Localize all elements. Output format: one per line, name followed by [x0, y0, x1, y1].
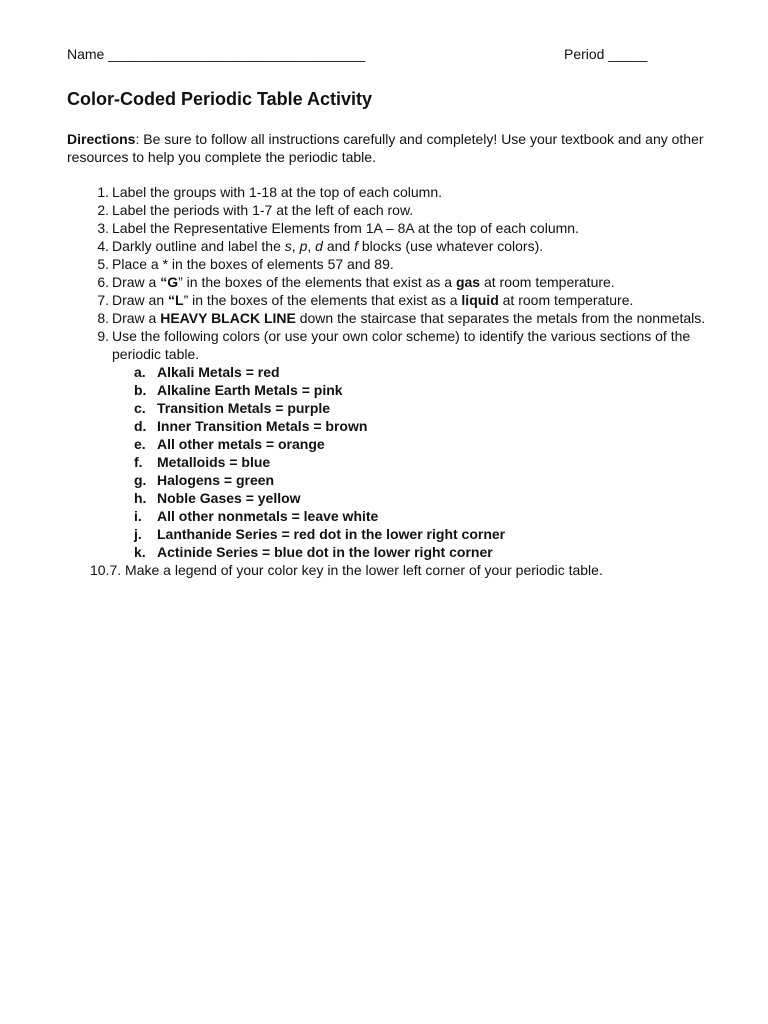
item-text: Inner Transition Metals = brown	[157, 418, 368, 434]
period-field-label: Period _____	[564, 46, 648, 62]
step-text-part: Draw a	[112, 274, 161, 290]
d-block-label: d	[315, 238, 323, 254]
list-item	[67, 201, 707, 219]
step-text-part: Draw an	[112, 292, 169, 308]
item-letter: k.	[134, 544, 146, 560]
step-text: Place a * in the boxes of elements 57 and 89.	[112, 256, 394, 272]
step-text-part: ” in the boxes of the elements that exist as a	[178, 274, 456, 290]
step-text-part: and	[322, 238, 355, 254]
color-key-item	[112, 363, 707, 381]
step-text	[112, 274, 615, 290]
item-text: Alkaline Earth Metals = pink	[157, 382, 343, 398]
bold-l-marker: “L	[168, 292, 184, 308]
step-number: 9.	[97, 328, 109, 344]
step-number: 6.	[97, 274, 109, 290]
step-text: Label the Representative Elements from 1A – 8A at the top of each column.	[112, 220, 579, 236]
item-text: Transition Metals = purple	[157, 400, 331, 416]
step-text-part: blocks (use whatever colors).	[357, 238, 544, 254]
item-letter: j.	[134, 526, 142, 542]
step-number: 7.	[97, 292, 109, 308]
step-text-part: ,	[291, 238, 300, 254]
item-letter: b.	[134, 382, 147, 398]
item-letter: e.	[134, 436, 146, 452]
p-block-label: p	[299, 238, 308, 254]
directions-label: Directions	[67, 131, 136, 147]
step-text-part: at room temperature.	[480, 274, 615, 290]
step-number: 8.	[97, 310, 109, 326]
step-text	[112, 292, 633, 308]
color-key-item	[112, 453, 707, 471]
step-text: Label the periods with 1-7 at the left of each row.	[112, 202, 414, 218]
step-text-part: down the staircase that separates the metals from the nonmetals.	[295, 310, 706, 326]
step-number: 1.	[97, 184, 109, 200]
bold-gas-word: gas	[455, 274, 481, 290]
step-number: 4.	[97, 238, 109, 254]
step-number: 3.	[97, 220, 109, 236]
bold-liquid-word: liquid	[461, 292, 499, 308]
list-item	[67, 561, 707, 579]
item-letter: c.	[134, 400, 146, 416]
item-text: All other nonmetals = leave white	[157, 508, 379, 524]
list-item	[67, 327, 707, 561]
header-row	[67, 46, 707, 66]
step-text-part: Draw a	[112, 310, 161, 326]
color-key-item	[112, 507, 707, 525]
item-text: Metalloids = blue	[157, 454, 271, 470]
item-text: Alkali Metals = red	[157, 364, 280, 380]
color-key-item	[112, 417, 707, 435]
step-text: Label the groups with 1-18 at the top of each column.	[112, 184, 442, 200]
step-text: Use the following colors (or use your own color scheme) to identify the various sections of the periodic table.	[112, 328, 691, 362]
item-text: Noble Gases = yellow	[157, 490, 301, 506]
list-item	[67, 291, 707, 309]
item-letter: g.	[134, 472, 147, 488]
item-letter: i.	[134, 508, 142, 524]
color-key-item	[112, 399, 707, 417]
step-text	[112, 310, 705, 326]
s-block-label: s	[284, 238, 292, 254]
f-block-label: f	[354, 238, 358, 254]
color-key-item	[112, 489, 707, 507]
step-number: 5.	[97, 256, 109, 272]
list-item	[67, 309, 707, 327]
item-text: All other metals = orange	[157, 436, 325, 452]
color-key-item	[112, 525, 707, 543]
step-text-part: Darkly outline and label the	[112, 238, 285, 254]
instruction-list	[67, 183, 707, 579]
step-text-part: ,	[307, 238, 316, 254]
color-key-list	[112, 363, 707, 561]
list-item	[67, 219, 707, 237]
bold-g-marker: “G	[160, 274, 179, 290]
item-letter: d.	[134, 418, 147, 434]
directions-text: : Be sure to follow all instructions carefully and completely! Use your textbook and any other resources to help you complete the periodic table.	[67, 131, 704, 165]
name-field-label: Name _________________________________	[67, 46, 366, 62]
item-text: Actinide Series = blue dot in the lower right corner	[157, 544, 493, 560]
list-item	[67, 255, 707, 273]
color-key-item	[112, 471, 707, 489]
color-key-item	[112, 435, 707, 453]
step-text: 10.7. Make a legend of your color key in the lower left corner of your periodic table.	[90, 562, 603, 578]
step-text-part: ” in the boxes of the elements that exist as a	[183, 292, 462, 308]
color-key-item	[112, 543, 707, 561]
page-title: Color-Coded Periodic Table Activity	[67, 89, 373, 109]
list-item	[67, 183, 707, 201]
step-number: 2.	[97, 202, 109, 218]
item-text: Lanthanide Series = red dot in the lower right corner	[157, 526, 506, 542]
item-letter: f.	[134, 454, 143, 470]
step-text	[112, 238, 543, 254]
list-item	[67, 237, 707, 255]
item-letter: h.	[134, 490, 147, 506]
bold-heavy-black-line: HEAVY BLACK LINE	[160, 310, 296, 326]
directions-paragraph	[67, 130, 707, 166]
item-letter: a.	[134, 364, 146, 380]
list-item	[67, 273, 707, 291]
step-text-part: at room temperature.	[498, 292, 634, 308]
color-key-item	[112, 381, 707, 399]
item-text: Halogens = green	[157, 472, 275, 488]
